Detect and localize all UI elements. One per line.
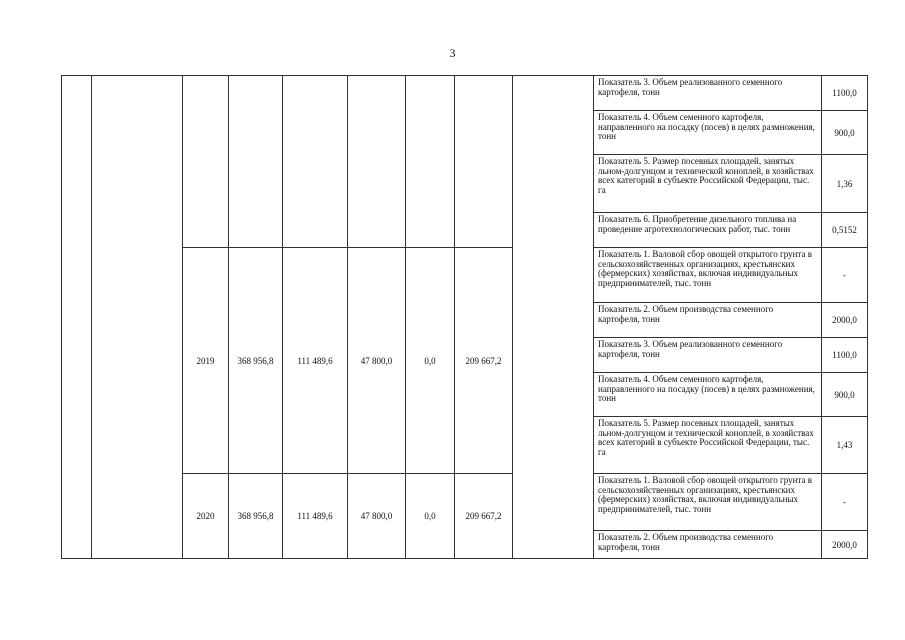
indicator-text: Показатель 1. Валовой сбор овощей открытого грунта в сельскохозяйственных организациях, крестьянских (фермерских) хозяйствах, включая индивидуальных предпринимателей, тыс. тонн [594,474,822,531]
table-row [62,474,868,531]
indicator-text: Показатель 3. Объем реализованного семенного картофеля, тонн [594,76,822,111]
year-cell: 2020 [183,474,229,559]
indicator-value: 2000,0 [822,531,868,559]
executor-cell [513,76,594,559]
extra-budget-cell: 209 667,2 [455,248,513,474]
total-cell: 368 956,8 [229,248,283,474]
indicator-text: Показатель 4. Объем семенного картофеля, направленного на посадку (посев) в целях размножения, тонн [594,373,822,417]
row-number-cell [62,76,92,559]
year-cell: 2019 [183,248,229,474]
indicator-value: 900,0 [822,111,868,155]
program-name-cell [92,76,183,559]
indicator-text: Показатель 3. Объем реализованного семенного картофеля, тонн [594,338,822,373]
indicator-value: - [822,248,868,303]
extra-budget-cell: 209 667,2 [455,474,513,559]
indicator-value: 1100,0 [822,76,868,111]
indicator-value: 900,0 [822,373,868,417]
indicator-text: Показатель 4. Объем семенного картофеля, направленного на посадку (посев) в целях размножения, тонн [594,111,822,155]
federal-cell: 111 489,6 [283,474,348,559]
indicator-value: 0,5152 [822,213,868,248]
indicator-text: Показатель 6. Приобретение дизельного топлива на проведение агротехнологических работ, тыс. тонн [594,213,822,248]
federal-cell [283,76,348,248]
regional-cell: 47 800,0 [348,474,406,559]
indicator-value: 1,43 [822,417,868,474]
indicator-value: 1,36 [822,155,868,213]
indicator-text: Показатель 5. Размер посевных площадей, занятых льном-долгунцом и технической коноплей, в хозяйствах всех категорий в субъекте Российской Федерации, тыс. га [594,155,822,213]
financing-table [61,75,868,559]
year-cell [183,76,229,248]
local-cell: 0,0 [406,248,455,474]
regional-cell: 47 800,0 [348,248,406,474]
regional-cell [348,76,406,248]
indicator-value: 1100,0 [822,338,868,373]
indicator-text: Показатель 1. Валовой сбор овощей открытого грунта в сельскохозяйственных организациях, крестьянских (фермерских) хозяйствах, включая индивидуальных предпринимателей, тыс. тонн [594,248,822,303]
indicator-text: Показатель 5. Размер посевных площадей, занятых льном-долгунцом и технической коноплей, в хозяйствах всех категорий в субъекте Российской Федерации, тыс. га [594,417,822,474]
indicator-text: Показатель 2. Объем производства семенного картофеля, тонн [594,531,822,559]
total-cell [229,76,283,248]
table-row [62,248,868,303]
local-cell: 0,0 [406,474,455,559]
local-cell [406,76,455,248]
extra-budget-cell [455,76,513,248]
table-row [62,76,868,111]
total-cell: 368 956,8 [229,474,283,559]
federal-cell: 111 489,6 [283,248,348,474]
indicator-text: Показатель 2. Объем производства семенного картофеля, тонн [594,303,822,338]
page-number: 3 [449,46,456,60]
indicator-value: - [822,474,868,531]
indicator-value: 2000,0 [822,303,868,338]
